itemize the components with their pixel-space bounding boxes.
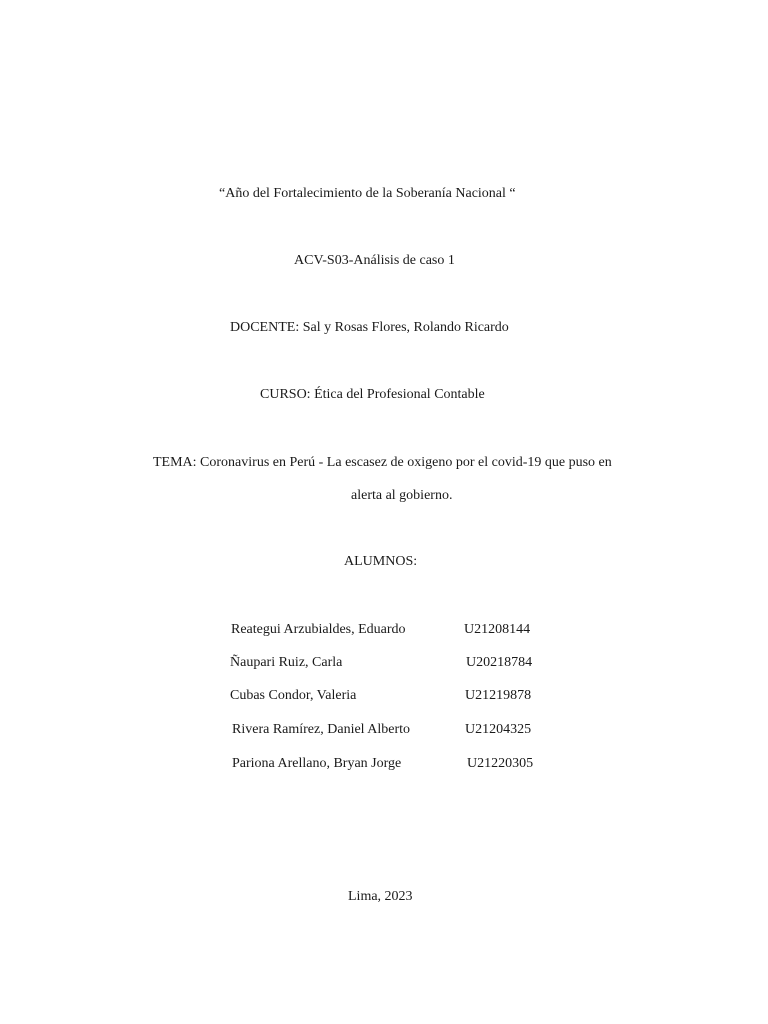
student-code: U21219878 bbox=[465, 688, 532, 703]
topic-line-2: alerta al gobierno. bbox=[351, 488, 453, 503]
student-code: U21204325 bbox=[465, 722, 532, 737]
student-name: Rivera Ramírez, Daniel Alberto bbox=[232, 722, 411, 737]
student-code: U20218784 bbox=[466, 655, 533, 670]
student-name: Reategui Arzubialdes, Eduardo bbox=[231, 622, 406, 637]
student-code: U21220305 bbox=[467, 756, 534, 771]
course-line: CURSO: Ética del Profesional Contable bbox=[260, 387, 485, 402]
place-date: Lima, 2023 bbox=[348, 889, 413, 904]
teacher-line: DOCENTE: Sal y Rosas Flores, Rolando Ricardo bbox=[230, 320, 509, 335]
motto-line: “Año del Fortalecimiento de la Soberanía Nacional “ bbox=[219, 186, 516, 201]
activity-title: ACV-S03-Análisis de caso 1 bbox=[294, 253, 455, 268]
student-name: Cubas Condor, Valeria bbox=[230, 688, 357, 703]
student-code: U21208144 bbox=[464, 622, 531, 637]
student-name: Ñaupari Ruiz, Carla bbox=[230, 655, 343, 670]
students-heading: ALUMNOS: bbox=[344, 554, 418, 569]
topic-line-1: TEMA: Coronavirus en Perú - La escasez de oxigeno por el covid-19 que puso en bbox=[153, 455, 612, 470]
student-name: Pariona Arellano, Bryan Jorge bbox=[232, 756, 402, 771]
